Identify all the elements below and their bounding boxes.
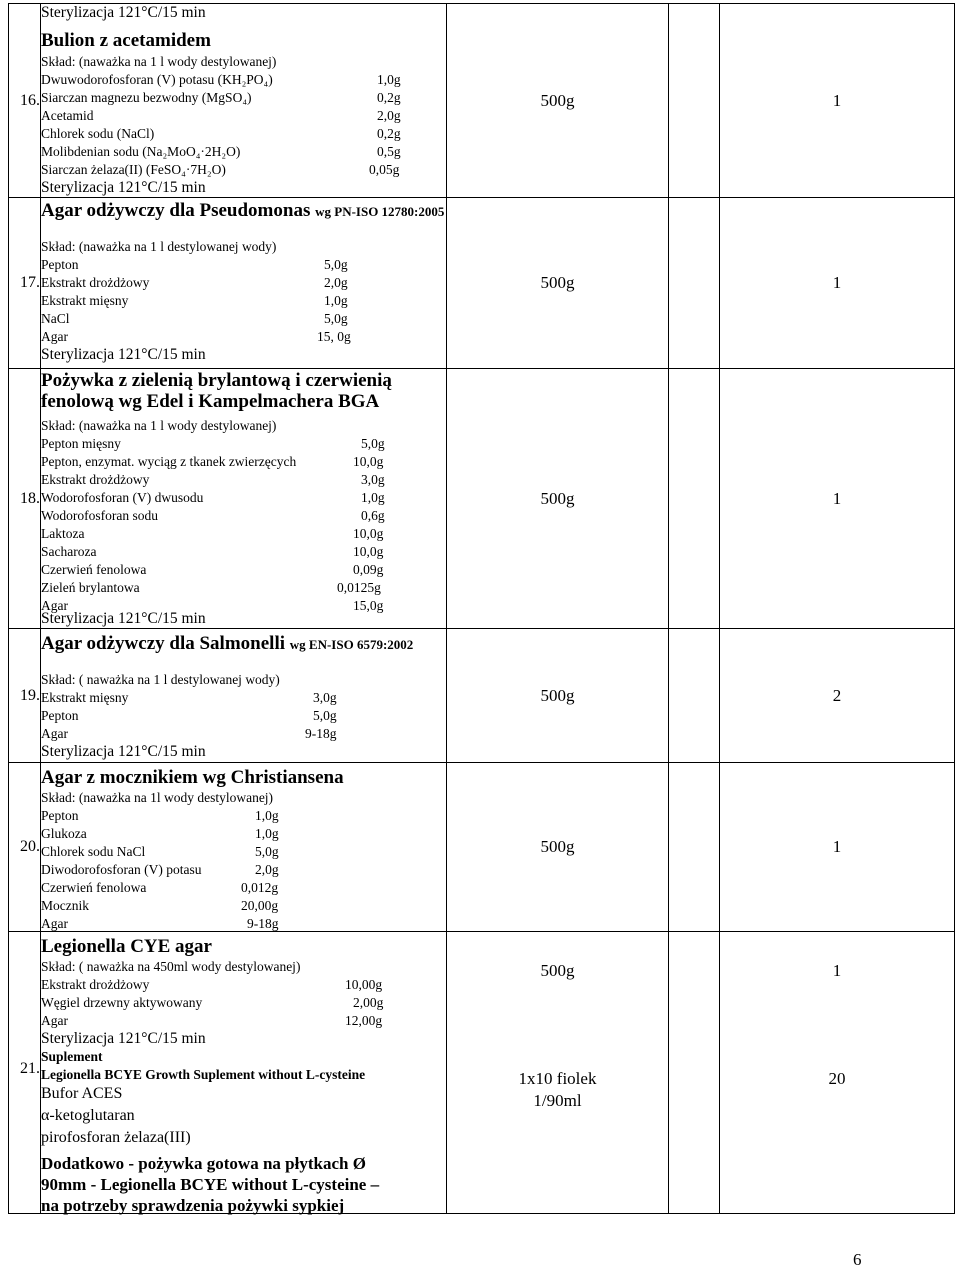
package-size xyxy=(447,932,669,1214)
ingredient-name: Agar xyxy=(41,329,68,344)
ingredient-amount: 10,0g xyxy=(353,526,384,541)
package-size-text: 500g xyxy=(540,961,575,980)
medium-title-text: Agar odżywczy dla Pseudomonas xyxy=(41,200,311,221)
empty-cell xyxy=(669,198,720,369)
medium-title-text: Agar odżywczy dla Salmonelli xyxy=(41,633,286,654)
ingredient-name: Zieleń brylantowa xyxy=(41,580,140,595)
ingredient-name: Laktoza xyxy=(41,526,85,541)
ingredient-amount: 20,00g xyxy=(241,898,279,913)
composition-label: Skład: (naważka na 1l wody destylowanej) xyxy=(41,790,274,805)
ingredient-name: Pepton, enzymat. wyciąg z tkanek zwierzęcych xyxy=(41,454,297,469)
package-size: 500g xyxy=(447,198,669,369)
page-number: 6 xyxy=(853,1250,862,1269)
ingredient-name: Ekstrakt drożdżowy xyxy=(41,275,150,290)
quantity xyxy=(720,932,955,1214)
row-number: 18. xyxy=(9,369,41,629)
sterilization-note: Sterylizacja 121°C/15 min xyxy=(41,743,206,760)
row-number xyxy=(9,932,41,1214)
ingredient-amount: 10,00g xyxy=(345,977,383,992)
row-description xyxy=(41,369,447,629)
sterilization-note: Sterylizacja 121°C/15 min xyxy=(41,4,206,21)
ingredient-amount: 1,0g xyxy=(255,808,279,823)
empty-cell xyxy=(669,932,720,1214)
extra-note-line: Dodatkowo - pożywka gotowa na płytkach Ø xyxy=(41,1154,366,1173)
composition-label: Skład: ( naważka na 1 l destylowanej wody) xyxy=(41,672,280,687)
composition-label: Skład: ( naważka na 450ml wody destylowanej) xyxy=(41,959,301,974)
ingredient-name: Glukoza xyxy=(41,826,87,841)
ingredient-name: Siarczan magnezu bezwodny (MgSO₄) xyxy=(41,90,252,105)
ingredient-amount: 2,0g xyxy=(377,108,401,123)
ingredient-amount: 15,0g xyxy=(353,598,384,613)
table-row xyxy=(9,369,955,629)
ingredient-amount: 0,6g xyxy=(361,508,385,523)
ingredient-amount: 3,0g xyxy=(361,472,385,487)
ingredient-amount: 15, 0g xyxy=(317,329,351,344)
ingredient-name: Pepton xyxy=(41,808,79,823)
row-number: 16. xyxy=(9,4,41,198)
ingredient-name: Mocznik xyxy=(41,898,89,913)
ingredient-amount: 2,0g xyxy=(255,862,279,877)
ingredient-amount: 10,0g xyxy=(353,454,384,469)
row-number: 19. xyxy=(9,629,41,763)
empty-cell xyxy=(669,4,720,198)
quantity: 1 xyxy=(720,198,955,369)
supplement-title: Legionella BCYE Growth Suplement without L-cysteine xyxy=(41,1067,366,1082)
sterilization-note: Sterylizacja 121°C/15 min xyxy=(41,179,206,196)
quantity-text: 1 xyxy=(832,961,842,980)
row-number: 20. xyxy=(9,763,41,932)
supplement-quantity: 20 xyxy=(828,1069,846,1088)
composition-label: Skład: (naważka na 1 l wody destylowanej) xyxy=(41,418,277,433)
medium-title: Bulion z acetamidem xyxy=(41,30,211,51)
ingredient-amount: 5,0g xyxy=(324,257,348,272)
ingredient-amount: 0,2g xyxy=(377,90,401,105)
package-size: 500g xyxy=(447,4,669,198)
composition-label: Skład: (naważka na 1 l destylowanej wody) xyxy=(41,239,277,254)
ingredient-name: Chlorek sodu (NaCl) xyxy=(41,126,155,141)
ingredient-amount: 0,0125g xyxy=(337,580,381,595)
extra-note-line: na potrzeby sprawdzenia pożywki sypkiej xyxy=(41,1196,345,1215)
package-size: 500g xyxy=(447,369,669,629)
row-description xyxy=(41,763,447,932)
medium-title-standard: wg EN-ISO 6579:2002 xyxy=(289,637,414,652)
empty-cell xyxy=(669,629,720,763)
ingredient-name: Diwodorofosforan (V) potasu xyxy=(41,862,202,877)
medium-title xyxy=(41,200,444,222)
row-description xyxy=(41,198,447,369)
sterilization-note: Sterylizacja 121°C/15 min xyxy=(41,610,206,627)
ingredient-amount: 5,0g xyxy=(313,708,337,723)
row-number: 17. xyxy=(9,198,41,369)
ingredient-amount: 9-18g xyxy=(247,916,279,931)
table-row xyxy=(9,763,955,932)
ingredient-name: Sacharoza xyxy=(41,544,97,559)
ingredient-amount: 3,0g xyxy=(313,690,337,705)
ingredient-amount: 0,05g xyxy=(369,162,400,177)
ingredient-name: Pepton xyxy=(41,257,79,272)
ingredient-name: Pepton mięsny xyxy=(41,436,121,451)
table-row xyxy=(9,932,955,1214)
ingredient-name: Czerwień fenolowa xyxy=(41,880,147,895)
table-row xyxy=(9,198,955,369)
ingredient-amount: 0,09g xyxy=(353,562,384,577)
supplement-item: α-ketoglutaran xyxy=(41,1107,135,1124)
ingredient-name: Wodorofosforan (V) dwusodu xyxy=(41,490,204,505)
medium-title: Legionella CYE agar xyxy=(41,936,212,957)
ingredient-amount: 5,0g xyxy=(361,436,385,451)
ingredient-name: Acetamid xyxy=(41,108,94,123)
ingredient-name: Wodorofosforan sodu xyxy=(41,508,159,523)
ingredient-amount: 5,0g xyxy=(255,844,279,859)
quantity: 2 xyxy=(720,629,955,763)
ingredient-name: Ekstrakt drożdżowy xyxy=(41,977,150,992)
ingredient-name: Węgiel drzewny aktywowany xyxy=(41,995,203,1010)
medium-title: Pożywka z zielenią brylantową i czerwienią fenolową wg Edel i Kampelmachera BGA xyxy=(41,370,392,412)
supplement-pack-line: 1/90ml xyxy=(533,1091,582,1110)
row-description xyxy=(41,4,447,198)
ingredient-name: Siarczan żelaza(II) (FeSO₄·7H₂O) xyxy=(41,162,226,177)
package-size: 500g xyxy=(447,763,669,932)
ingredient-amount: 12,00g xyxy=(345,1013,383,1028)
ingredient-amount: 0,012g xyxy=(241,880,279,895)
medium-title-standard: wg PN-ISO 12780:2005 xyxy=(315,204,445,219)
ingredient-name: Molibdenian sodu (Na₂MoO₄·2H₂O) xyxy=(41,144,241,159)
ingredient-name: NaCl xyxy=(41,311,70,326)
supplement-label: Suplement xyxy=(41,1049,103,1064)
row-description xyxy=(41,629,447,763)
ingredient-amount: 9-18g xyxy=(305,726,337,741)
ingredient-amount: 1,0g xyxy=(255,826,279,841)
ingredient-name: Agar xyxy=(41,1013,68,1028)
ingredient-name: Ekstrakt drożdżowy xyxy=(41,472,150,487)
ingredient-amount: 0,5g xyxy=(377,144,401,159)
ingredient-name: Chlorek sodu NaCl xyxy=(41,844,146,859)
quantity: 1 xyxy=(720,4,955,198)
extra-note-line: 90mm - Legionella BCYE without L-cysteine – xyxy=(41,1175,380,1194)
table-row xyxy=(9,4,955,198)
composition-label: Skład: (naważka na 1 l wody destylowanej) xyxy=(41,54,277,69)
ingredient-name: Pepton xyxy=(41,708,79,723)
table-row xyxy=(9,629,955,763)
ingredient-amount: 10,0g xyxy=(353,544,384,559)
ingredient-name: Agar xyxy=(41,598,68,613)
ingredient-amount: 2,00g xyxy=(353,995,384,1010)
ingredient-amount: 1,0g xyxy=(324,293,348,308)
ingredient-amount: 1,0g xyxy=(361,490,385,505)
package-size: 500g xyxy=(447,629,669,763)
ingredient-amount: 5,0g xyxy=(324,311,348,326)
supplement-item: Bufor ACES xyxy=(41,1085,123,1102)
medium-title: Agar z mocznikiem wg Christiansena xyxy=(41,767,344,788)
ingredient-amount: 0,2g xyxy=(377,126,401,141)
quantity: 1 xyxy=(720,369,955,629)
ingredient-amount: 1,0g xyxy=(377,72,401,87)
row-number-text: 21. xyxy=(20,1060,40,1077)
ingredient-name: Agar xyxy=(41,916,68,931)
supplement-item: pirofosforan żelaza(III) xyxy=(41,1129,191,1146)
ingredient-name: Ekstrakt mięsny xyxy=(41,293,129,308)
ingredient-name: Agar xyxy=(41,726,68,741)
quantity: 1 xyxy=(720,763,955,932)
ingredient-name: Dwuwodorofosforan (V) potasu (KH₂PO₄) xyxy=(41,72,273,87)
media-table xyxy=(8,3,955,1214)
medium-title xyxy=(41,633,413,655)
sterilization-note: Sterylizacja 121°C/15 min xyxy=(41,1030,206,1047)
ingredient-name: Ekstrakt mięsny xyxy=(41,690,129,705)
ingredient-name: Czerwień fenolowa xyxy=(41,562,147,577)
empty-cell xyxy=(669,369,720,629)
empty-cell xyxy=(669,763,720,932)
row-description xyxy=(41,932,447,1214)
sterilization-note: Sterylizacja 121°C/15 min xyxy=(41,346,206,363)
supplement-pack-line: 1x10 fiolek xyxy=(518,1069,597,1088)
ingredient-amount: 2,0g xyxy=(324,275,348,290)
